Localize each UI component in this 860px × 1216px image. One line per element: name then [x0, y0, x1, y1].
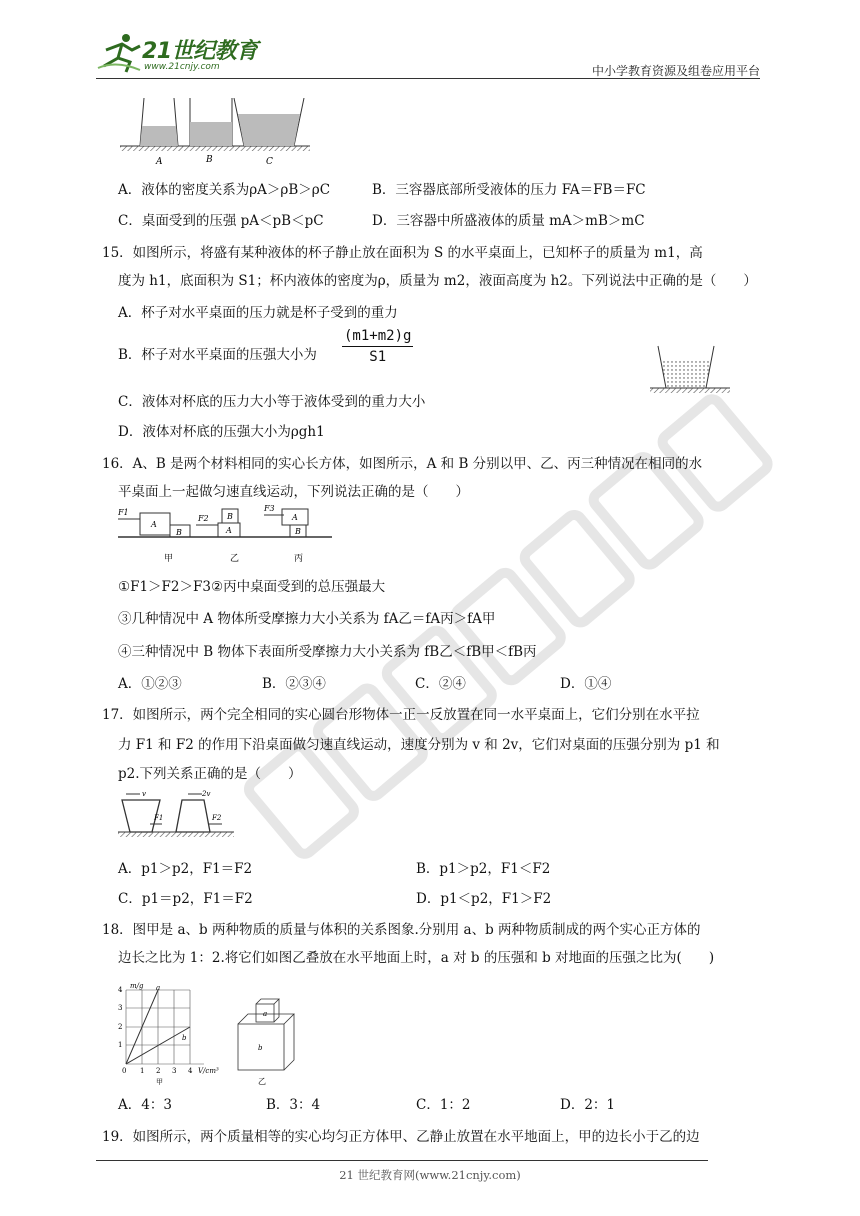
- q18-option-b: B．3：4: [266, 1097, 321, 1113]
- svg-text:b: b: [182, 1034, 187, 1042]
- q17-stem-3: p2.下列关系正确的是（ ）: [118, 766, 302, 782]
- svg-text:a: a: [263, 1010, 268, 1018]
- svg-text:1: 1: [118, 1041, 123, 1049]
- logo-url: www.21cnjy.com: [144, 62, 220, 72]
- svg-text:4: 4: [188, 1067, 193, 1075]
- q15-fraction: [342, 328, 413, 365]
- svg-text:3: 3: [172, 1067, 177, 1075]
- svg-text:B: B: [295, 527, 301, 536]
- q15-stem-2: 度为 h1，底面积为 S1；杯内液体的密度为ρ，质量为 m2，液面高度为 h2。下列说法中正确的是（ ）: [118, 273, 757, 289]
- svg-text:2v: 2v: [202, 790, 211, 798]
- q16-statement-1-2: ①F1＞F2＞F3②丙中桌面受到的总压强最大: [118, 579, 386, 595]
- fig-label-yi: 乙: [230, 554, 240, 564]
- q14-option-a: A．液体的密度关系为ρA＞ρB＞ρC: [118, 182, 331, 198]
- svg-text:A: A: [292, 513, 298, 522]
- q19-stem-1: 19．如图所示，两个质量相等的实心均匀正方体甲、乙静止放置在水平地面上，甲的边长小于乙的边: [102, 1129, 700, 1145]
- q16-stem-2: 平桌面上一起做匀速直线运动，下列说法正确的是（ ）: [118, 484, 469, 500]
- fraction-denominator: S1: [369, 349, 387, 365]
- q17-option-c: C．p1＝p2，F1＝F2: [118, 891, 253, 907]
- svg-text:2: 2: [118, 1023, 123, 1031]
- q15-option-d: D．液体对杯底的压强大小为ρgh1: [118, 424, 325, 440]
- svg-text:1: 1: [140, 1067, 145, 1075]
- platform-name: 中小学教育资源及组卷应用平台: [591, 64, 760, 78]
- fig-label-jia: 甲: [164, 554, 174, 564]
- q15-option-a: A．杯子对水平桌面的压力就是杯子受到的重力: [118, 305, 398, 321]
- runner-logo-icon: [96, 30, 142, 74]
- q18-stem-2: 边长之比为 1：2.将它们如图乙叠放在水平地面上时，a 对 b 的压强和 b 对地面的压强之比为( ): [118, 950, 715, 966]
- fraction-numerator: (m1+m2)g: [342, 328, 413, 347]
- cube-caption: 乙: [258, 1077, 266, 1086]
- label-a: A: [156, 157, 163, 167]
- svg-text:A: A: [151, 520, 157, 529]
- q16-option-a: A．①②③: [118, 676, 182, 692]
- label-c: C: [266, 157, 273, 167]
- q17-option-b: B．p1＞p2，F1＜F2: [416, 861, 551, 877]
- svg-text:4: 4: [118, 986, 123, 994]
- q16-statement-4: ④三种情况中 B 物体下表面所受摩擦力大小关系为 fB乙＜fB甲＜fB丙: [118, 644, 537, 660]
- svg-text:0: 0: [122, 1067, 127, 1075]
- page-header: [96, 30, 760, 80]
- svg-text:B: B: [176, 528, 182, 537]
- q18-stem-1: 18．图甲是 a、b 两种物质的质量与体积的关系图象.分别用 a、b 两种物质制成的两个实心正方体的: [102, 922, 701, 938]
- svg-text:A: A: [226, 526, 232, 535]
- q17-option-a: A．p1＞p2，F1＝F2: [118, 861, 253, 877]
- q16-stem-1: 16．A、B 是两个材料相同的实心长方体，如图所示，A 和 B 分别以甲、乙、丙三种情况在相同的水: [102, 456, 703, 472]
- svg-text:F1: F1: [118, 508, 129, 517]
- q15-option-c: C．液体对杯底的压力大小等于液体受到的重力大小: [118, 394, 426, 410]
- q16-option-c: C．②④: [415, 676, 466, 692]
- site-logo: [96, 30, 266, 76]
- logo-text: 21世纪教育: [142, 39, 258, 64]
- svg-text:F2: F2: [212, 814, 222, 822]
- q18-option-d: D．2：1: [560, 1097, 616, 1113]
- svg-text:a: a: [156, 984, 161, 992]
- label-b: B: [206, 155, 213, 165]
- containers-figure: [118, 98, 318, 170]
- q17-option-d: D．p1＜p2，F1＞F2: [416, 891, 552, 907]
- svg-text:2: 2: [156, 1067, 161, 1075]
- footer-divider: [96, 1160, 708, 1161]
- q16-option-d: D．①④: [560, 676, 612, 692]
- q17-stem-1: 17．如图所示，两个完全相同的实心圆台形物体一正一反放置在同一水平桌面上，它们分别在水平拉: [102, 707, 700, 723]
- q17-stem-2: 力 F1 和 F2 的作用下沿桌面做匀速直线运动，速度分别为 v 和 2v，它们对桌面的压强分别为 p1 和: [118, 737, 720, 753]
- q15-option-b: B．杯子对水平桌面的压强大小为: [118, 347, 317, 363]
- stacked-cubes-figure: [234, 998, 304, 1088]
- graph-caption: 甲: [156, 1078, 163, 1086]
- graph-y-label: m/g: [130, 982, 144, 990]
- blocks-figure: [118, 505, 338, 567]
- frustum-figure: [118, 788, 236, 844]
- svg-text:b: b: [258, 1044, 263, 1052]
- header-divider: [96, 78, 760, 79]
- q16-statement-3: ③几种情况中 A 物体所受摩擦力大小关系为 fA乙＝fA丙＞fA甲: [118, 611, 496, 627]
- svg-text:B: B: [227, 512, 233, 521]
- svg-text:F3: F3: [264, 505, 275, 513]
- q14-option-d: D．三容器中所盛液体的质量 mA＞mB＞mC: [372, 213, 645, 229]
- svg-text:F1: F1: [154, 814, 164, 822]
- q16-option-b: B．②③④: [262, 676, 326, 692]
- svg-text:v: v: [142, 790, 146, 798]
- svg-text:F2: F2: [198, 514, 209, 523]
- q18-option-a: A．4：3: [118, 1097, 172, 1113]
- cup-figure: [650, 340, 730, 398]
- graph-x-label: V/cm³: [198, 1067, 219, 1075]
- q18-option-c: C．1：2: [416, 1097, 471, 1113]
- mass-volume-graph: [114, 978, 229, 1086]
- page-footer: 21 世纪教育网(www.21cnjy.com): [339, 1168, 521, 1182]
- svg-text:3: 3: [118, 1004, 123, 1012]
- q15-stem-1: 15．如图所示，将盛有某种液体的杯子静止放在面积为 S 的水平桌面上，已知杯子的质量为 m1，高: [102, 245, 703, 261]
- fig-label-bing: 丙: [294, 554, 304, 564]
- q14-option-b: B．三容器底部所受液体的压力 FA＝FB＝FC: [372, 182, 646, 198]
- q14-option-c: C．桌面受到的压强 pA＜pB＜pC: [118, 213, 324, 229]
